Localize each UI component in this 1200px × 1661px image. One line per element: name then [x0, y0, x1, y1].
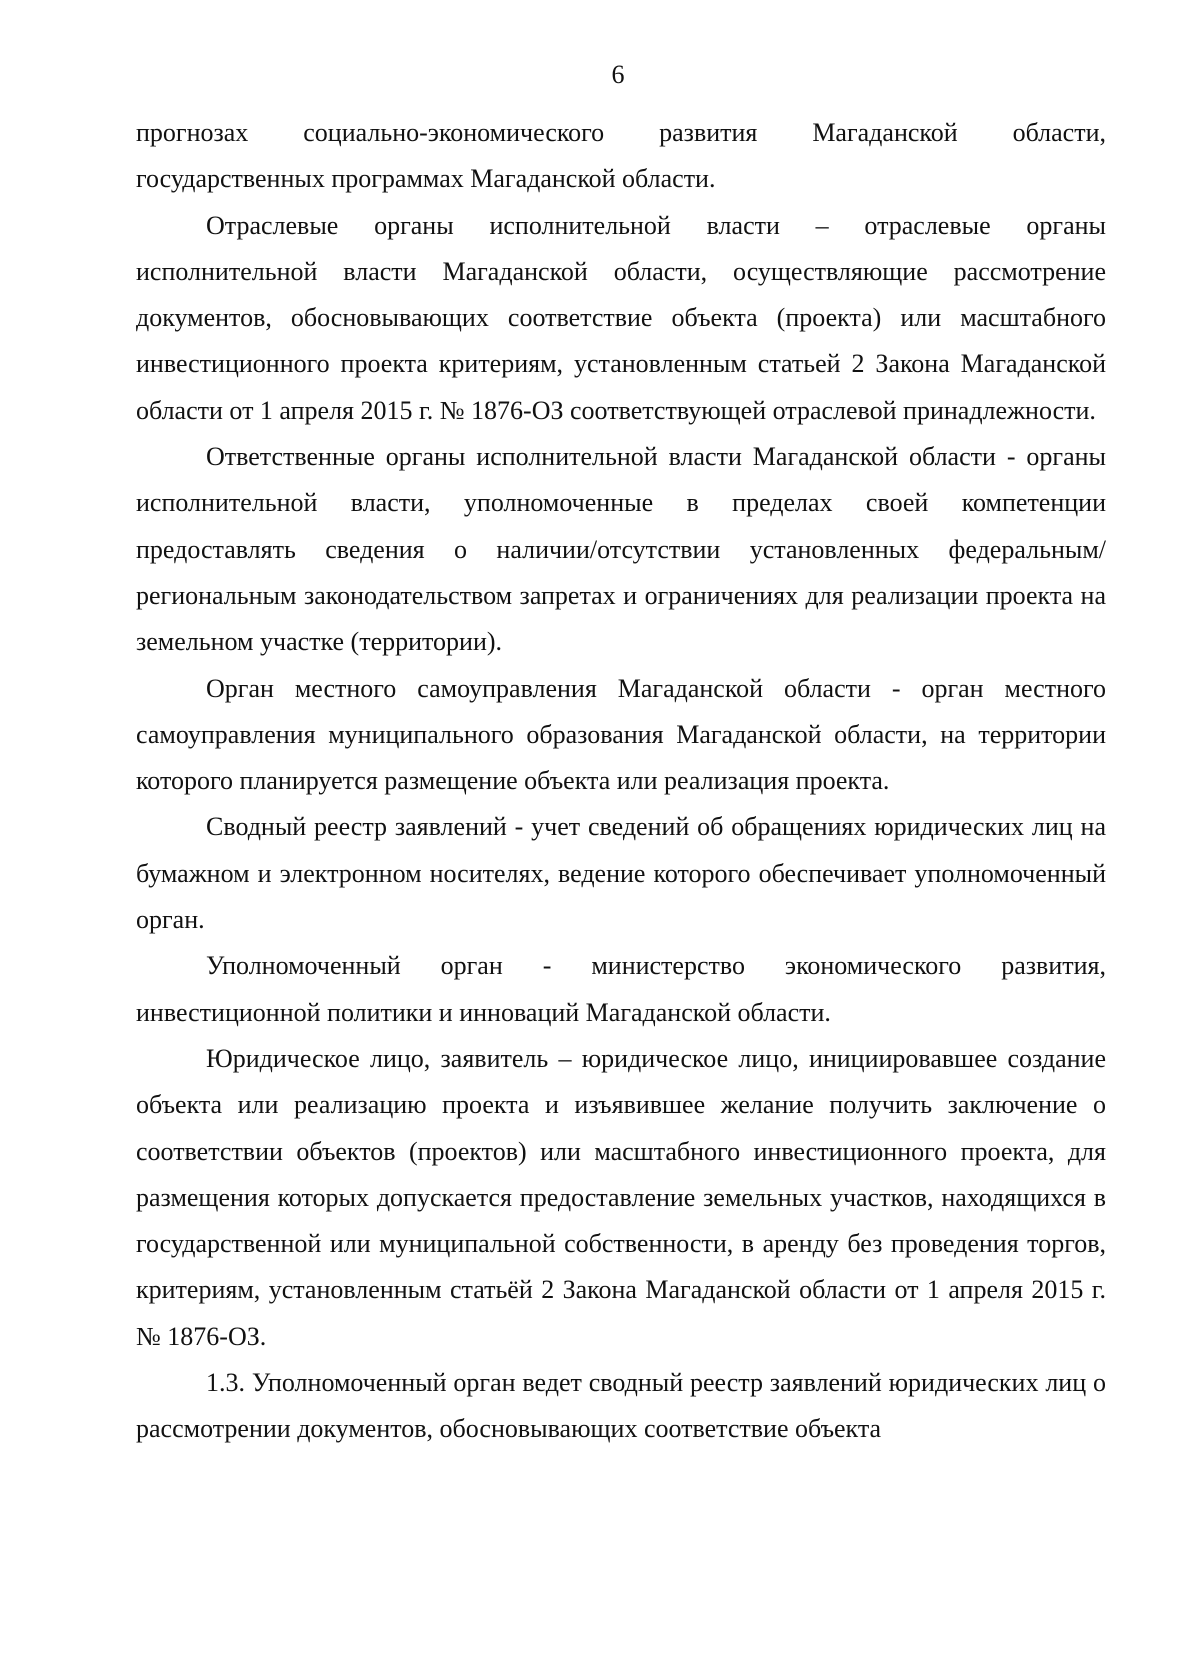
paragraph-legal-entity: Юридическое лицо, заявитель – юридическое лицо, инициировавшее создание объекта или реализацию проекта и изъявившее желание получить заключение о соответствии объектов (проектов) или масштабного инвестиционного проекта, для размещения которых допускается предоставление земельных участков, находящихся в государственной или муниципальной собственности, в аренду без проведения торгов, критериям, установленным статьёй 2 Закона Магаданской области от 1 апреля 2015 г. № 1876-ОЗ. — [136, 1043, 1106, 1351]
paragraph-consolidated-register: Сводный реестр заявлений - учет сведений об обращениях юридических лиц на бумажном и электронном носителях, ведение которого обеспечивает уполномоченный орган. — [136, 812, 1106, 935]
paragraph-sectoral-bodies: Отраслевые органы исполнительной власти – отраслевые органы исполнительной власти Магаданской области, осуществляющие рассмотрение документов, обосновывающих соответствие объекта (проекта) или масштабного инвестиционного проекта критериям, установленным статьей 2 Закона Магаданской области от 1 апреля 2015 г. № 1876-ОЗ соответствующей отраслевой принадлежности. — [136, 210, 1106, 425]
document-body — [136, 110, 1106, 1453]
paragraph-section-1-3: 1.3. Уполномоченный орган ведет сводный реестр заявлений юридических лиц о рассмотрении документов, обосновывающих соответствие объекта — [136, 1368, 1106, 1444]
paragraph-responsible-bodies: Ответственные органы исполнительной власти Магаданской области - органы исполнительной власти, уполномоченные в пределах своей компетенции предоставлять сведения о наличии/отсутствии установленных федеральным/региональным законодательством запретах и ограничениях для реализации проекта на земельном участке (территории). — [136, 442, 1106, 657]
paragraph-authorized-body: Уполномоченный орган - министерство экономического развития, инвестиционной политики и инноваций Магаданской области. — [136, 951, 1106, 1027]
paragraph-continuation: прогнозах социально-экономического развития Магаданской области, государственных программах Магаданской области. — [136, 118, 1106, 194]
page-number: 6 — [611, 60, 625, 89]
paragraph-local-government: Орган местного самоуправления Магаданской области - орган местного самоуправления муниципального образования Магаданской области, на территории которого планируется размещение объекта или реализация проекта. — [136, 673, 1106, 796]
